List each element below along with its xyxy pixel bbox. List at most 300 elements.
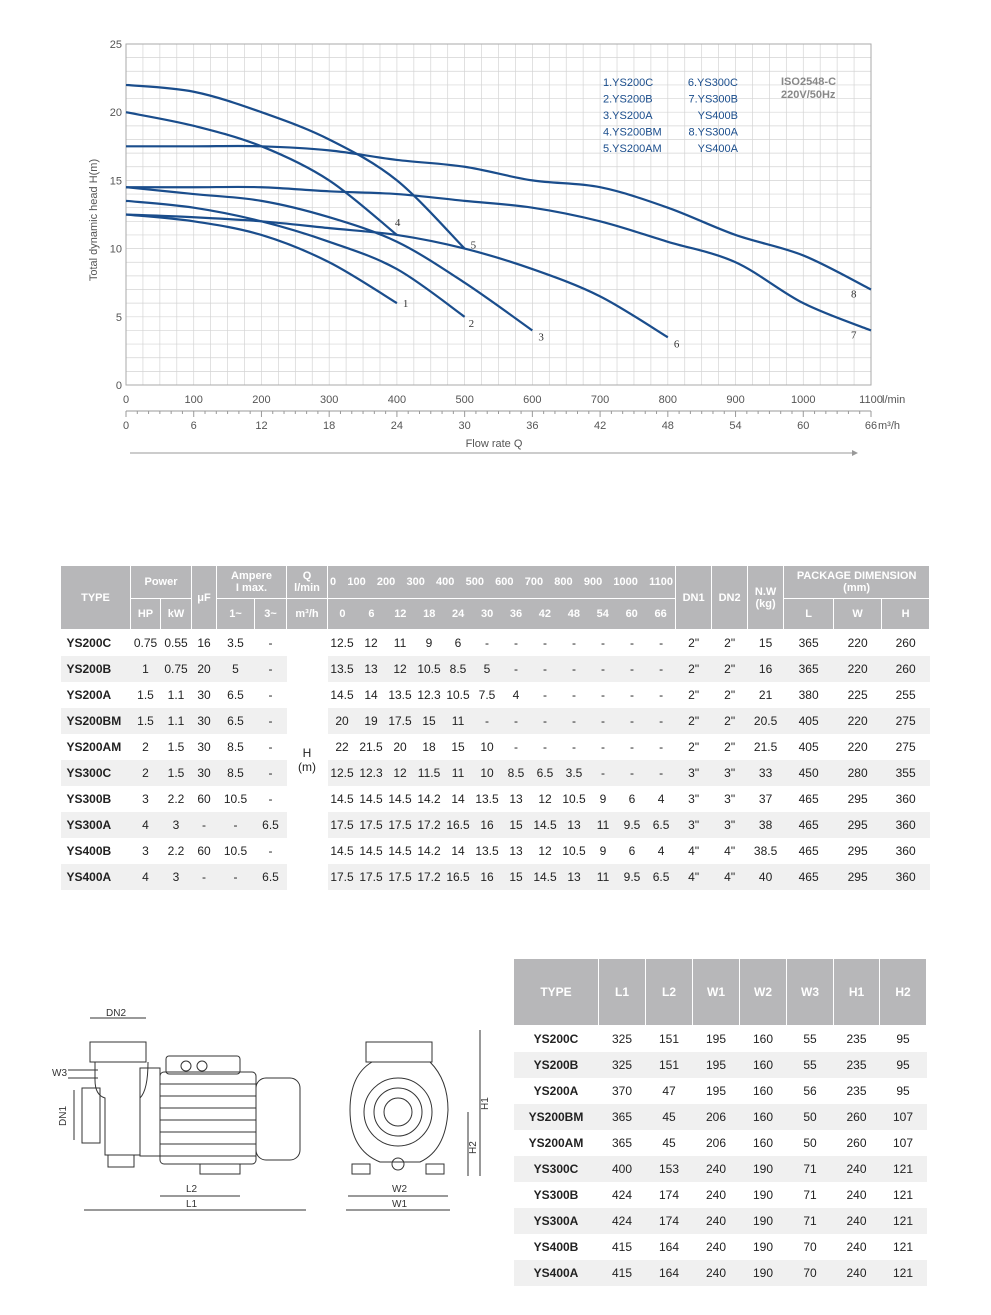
table-cell: 240 [834, 1260, 880, 1286]
flow-head-value: 8.5 [502, 760, 531, 786]
x-tick-label: 700 [590, 394, 610, 406]
row-type: YS200C [533, 1032, 579, 1046]
table-cell: 10.5 [223, 792, 248, 806]
row-type: YS200BM [61, 708, 131, 734]
flow-header-lmin: 1000 [613, 576, 638, 588]
table-cell: - [217, 864, 255, 890]
flow-head-value: 16.5 [444, 812, 473, 838]
flow-head-value: 17.5 [328, 812, 357, 838]
header-dn1: DN1 [676, 566, 712, 630]
flow-header-m3h: 54 [596, 608, 609, 620]
flow-head-value: 14.5 [359, 844, 383, 858]
flow-head-value: - [473, 708, 502, 734]
flow-head-value: 13.5 [475, 792, 499, 806]
header-nw-line2: (kg) [755, 597, 776, 610]
flow-head-value: 14.5 [330, 844, 354, 858]
table-cell: 1.1 [161, 708, 192, 734]
label-dn1: DN1 [58, 1105, 69, 1126]
flow-head-value: 13.5 [328, 656, 357, 682]
flow-head-value: 14.5 [531, 812, 560, 838]
table-cell: 465 [784, 864, 834, 890]
table-cell: 225 [847, 688, 868, 702]
table-row [514, 1104, 927, 1130]
table-cell: 1 [131, 656, 161, 682]
curve-label-5: 5 [470, 239, 477, 252]
table-cell: 95 [896, 1084, 910, 1098]
flow-head-value: - [589, 656, 618, 682]
x2-tick-label: 60 [797, 420, 810, 432]
table-cell: 174 [658, 1188, 680, 1202]
header-type: TYPE [61, 566, 131, 630]
table-cell: 121 [880, 1260, 927, 1286]
flow-head-value: 11 [444, 708, 473, 734]
table-cell: 235 [846, 1032, 867, 1046]
table-cell: 360 [895, 844, 916, 858]
label-h2: H2 [468, 1141, 479, 1154]
performance-chart [0, 0, 991, 470]
header-package-line1: PACKAGE DIMENSION [796, 570, 917, 582]
table-cell: 240 [693, 1260, 740, 1286]
flow-head-value: - [572, 636, 577, 650]
flow-header-m3h: 6 [368, 608, 375, 620]
flow-head-value: - [618, 708, 647, 734]
flow-header-m3h: 18 [423, 608, 436, 620]
y-tick-label: 0 [115, 380, 122, 392]
x-axis-label: Flow rate Q [465, 438, 523, 450]
table-cell: 55 [787, 1052, 834, 1078]
flow-head-value: 17.5 [386, 864, 415, 890]
legend-item: 5.YS200AM [603, 143, 662, 155]
table-cell: 38 [748, 812, 784, 838]
table-cell: 260 [846, 1136, 867, 1150]
table-cell: 4" [724, 844, 736, 858]
table-cell: 360 [882, 812, 930, 838]
dim-header: L1 [599, 959, 646, 1026]
table-cell: 4" [676, 864, 712, 890]
flow-head-value: 6.5 [647, 864, 676, 890]
table-cell: 195 [705, 1032, 727, 1046]
row-type: YS400B [66, 844, 112, 858]
table-row [61, 734, 930, 760]
flow-head-value: 12.3 [417, 688, 441, 702]
table-row [514, 1130, 927, 1156]
chart-axes [110, 39, 883, 432]
table-row [61, 812, 930, 838]
head-unit-line2: (m) [298, 760, 317, 774]
flow-head-value: 10.5 [562, 792, 586, 806]
table-cell: 153 [646, 1156, 693, 1182]
flow-head-value: 9.5 [618, 864, 647, 890]
flow-head-value: - [560, 656, 589, 682]
legend-item: 6.YS300C [687, 77, 738, 89]
table-cell: 174 [646, 1208, 693, 1234]
dim-header: TYPE [514, 959, 599, 1026]
flow-head-value: 15 [415, 708, 444, 734]
table-cell: 30 [192, 760, 217, 786]
flow-head-value: 12 [386, 656, 415, 682]
flow-head-value: 14.2 [417, 844, 441, 858]
header-power: Power [131, 566, 192, 599]
table-cell: 2" [688, 740, 700, 754]
legend-item: YS400B [697, 110, 738, 122]
flow-head-value: 18 [422, 740, 436, 754]
table-cell: 206 [693, 1104, 740, 1130]
flow-head-value: - [589, 708, 618, 734]
flow-head-value: 15 [451, 740, 465, 754]
flow-head-value: 14 [364, 688, 378, 702]
flow-head-value: - [647, 656, 676, 682]
table-cell: 20 [192, 656, 217, 682]
table-cell: 450 [784, 760, 834, 786]
flow-header-m3h: 42 [538, 608, 552, 620]
x2-tick-label: 30 [458, 420, 471, 432]
row-type: YS300A [61, 812, 131, 838]
table-cell: 121 [892, 1188, 914, 1202]
table-cell: 8.5 [227, 740, 244, 754]
x2-tick-label: 0 [122, 420, 130, 432]
table-cell: 1.5 [167, 740, 185, 754]
flow-head-value: - [485, 636, 490, 650]
flow-head-value: 4 [657, 844, 665, 858]
table-cell: 355 [882, 760, 930, 786]
flow-head-value: 10 [480, 740, 494, 754]
table-cell: 151 [658, 1032, 680, 1046]
x-tick-label: 1000 [791, 394, 816, 406]
flow-header-m3h: 24 [452, 608, 465, 620]
table-cell: 195 [693, 1052, 740, 1078]
header-flow-m3h [328, 599, 676, 630]
table-cell: 30 [192, 708, 217, 734]
flow-head-value: - [647, 760, 676, 786]
table-cell: 56 [803, 1084, 817, 1098]
flow-header-lmin: 300 [406, 576, 425, 588]
header-l: L [784, 599, 834, 630]
table-cell: 4 [131, 812, 161, 838]
flow-head-value: 16.5 [444, 864, 473, 890]
table-cell: 160 [752, 1136, 774, 1150]
flow-head-value: - [647, 708, 676, 734]
row-type: YS300A [514, 1208, 599, 1234]
table-cell: 465 [784, 812, 834, 838]
header-dn2: DN2 [712, 566, 748, 630]
legend-item: 8.YS300A [688, 126, 738, 139]
flow-head-value: - [502, 708, 531, 734]
x-tick-label: 400 [387, 394, 407, 406]
x-tick-label: 0 [122, 394, 130, 406]
flow-head-value: 6.5 [531, 760, 560, 786]
table-cell: 360 [882, 864, 930, 890]
x2-tick-label: 48 [661, 420, 674, 432]
y-tick-label: 15 [109, 175, 122, 188]
flow-header-m3h: 66 [654, 608, 667, 620]
table-cell: 2 [142, 740, 149, 754]
flow-head-value: - [531, 708, 560, 734]
chart-legend [603, 77, 739, 155]
table-cell: 21.5 [753, 740, 778, 754]
x2-tick-label: 54 [729, 420, 742, 432]
standard-line-1: ISO2548-C [781, 76, 837, 88]
flow-head-value: - [659, 740, 664, 754]
flow-head-value: 8.5 [444, 656, 473, 682]
curve-label-4: 4 [394, 216, 401, 229]
flow-head-value: 12 [386, 760, 415, 786]
flow-head-value: - [543, 740, 548, 754]
table-cell: - [255, 708, 287, 734]
row-type: YS300C [61, 760, 131, 786]
table-cell: 280 [834, 760, 882, 786]
table-cell: - [268, 688, 273, 702]
table-cell: 60 [197, 844, 211, 858]
table-cell: 195 [705, 1084, 727, 1098]
table-cell: 3 [142, 792, 149, 806]
pump-dimension-drawing [50, 1000, 510, 1225]
flow-head-value: 12 [538, 844, 552, 858]
header-flow-lmin [328, 566, 676, 599]
flow-head-value: 10.5 [446, 688, 470, 702]
flow-head-value: - [601, 740, 606, 754]
label-w1: W1 [392, 1199, 407, 1210]
dim-header: W1 [693, 959, 740, 1026]
table-cell: 365 [784, 656, 834, 682]
table-cell: 240 [693, 1156, 740, 1182]
flow-head-value: 4 [657, 792, 665, 806]
table-cell: 21 [758, 688, 773, 702]
flow-head-value: 12.5 [328, 760, 357, 786]
table-cell: 107 [892, 1136, 914, 1150]
flow-head-value: 12 [538, 792, 552, 806]
table-cell: 2" [724, 688, 736, 702]
table-cell: - [217, 812, 255, 838]
table-row [514, 1026, 927, 1053]
flow-head-value: - [589, 760, 618, 786]
dim-header: W2 [740, 959, 787, 1026]
table-cell: 60 [197, 792, 211, 806]
table-cell: 190 [740, 1208, 787, 1234]
row-type: YS200AM [528, 1136, 584, 1150]
header-ampere-line2: I max. [235, 582, 268, 594]
flow-head-value: 9.5 [618, 812, 647, 838]
dim-header: H2 [880, 959, 927, 1026]
flow-head-value: 22 [335, 740, 349, 754]
table-cell: 240 [705, 1240, 727, 1254]
flow-head-value: 14 [451, 792, 465, 806]
header-kw: kW [161, 599, 192, 630]
x2-tick-label: 36 [526, 420, 539, 432]
label-w2: W2 [392, 1184, 407, 1195]
flow-head-value: 11 [589, 812, 618, 838]
table-cell: 71 [787, 1208, 834, 1234]
table-row [61, 864, 930, 890]
flow-head-value: - [543, 688, 548, 702]
flow-head-value: 12.3 [357, 760, 386, 786]
header-phase1: 1~ [217, 599, 255, 630]
flow-head-value: - [531, 656, 560, 682]
table-cell: 151 [646, 1052, 693, 1078]
table-cell: 365 [798, 636, 819, 650]
flow-head-value: 12 [364, 636, 378, 650]
dim-header: H1 [834, 959, 880, 1026]
table-cell: 30 [197, 688, 211, 702]
flow-head-value: 20 [393, 740, 407, 754]
flow-head-value: 13 [560, 812, 589, 838]
table-cell: 380 [798, 688, 819, 702]
table-cell: 37 [758, 792, 773, 806]
table-cell: 235 [846, 1084, 867, 1098]
header-hp: HP [131, 599, 161, 630]
table-cell: 3" [688, 792, 700, 806]
flow-head-value: 14.5 [330, 688, 354, 702]
flow-head-value: 16 [473, 864, 502, 890]
flow-head-value: 17.5 [357, 864, 386, 890]
table-cell: 2" [724, 636, 736, 650]
row-type: YS200C [66, 636, 112, 650]
table-cell: 107 [880, 1104, 927, 1130]
table-cell: 164 [658, 1240, 680, 1254]
table-cell: 190 [752, 1240, 774, 1254]
flow-head-value: 10 [473, 760, 502, 786]
y-tick-label: 10 [109, 243, 122, 256]
flow-head-value: - [618, 760, 647, 786]
flow-header-lmin: 500 [465, 576, 484, 588]
table-cell: 295 [834, 812, 882, 838]
x2-tick-label: 18 [323, 420, 336, 432]
table-cell: 95 [896, 1032, 910, 1046]
flow-header-lmin: 900 [583, 576, 603, 588]
flow-header-lmin: 100 [347, 576, 366, 588]
flow-head-value: - [572, 740, 577, 754]
table-row [514, 1156, 927, 1182]
table-cell: 190 [740, 1260, 787, 1286]
row-type: YS200A [66, 688, 112, 702]
table-cell: 325 [611, 1032, 633, 1046]
flow-head-value: - [514, 636, 519, 650]
table-cell: 240 [693, 1208, 740, 1234]
table-row [514, 1260, 927, 1286]
flow-head-value: 17.2 [415, 864, 444, 890]
table-row [61, 656, 930, 682]
curve-label-8: 8 [851, 288, 857, 301]
flow-head-value: - [502, 656, 531, 682]
table-cell: 2.2 [167, 844, 185, 858]
head-unit-line1: H [302, 746, 312, 760]
row-type: YS400B [533, 1240, 579, 1254]
row-type: YS200B [514, 1052, 599, 1078]
flow-header-m3h: 60 [625, 608, 638, 620]
table-row [514, 1182, 927, 1208]
header-q-line2: l/min [294, 582, 320, 594]
flow-head-value: 14.5 [531, 864, 560, 890]
flow-header-lmin: 400 [436, 576, 455, 588]
flow-head-value: 6 [628, 844, 636, 858]
table-cell: 4" [688, 844, 700, 858]
table-row [514, 1208, 927, 1234]
flow-header-lmin: 800 [554, 576, 573, 588]
table-cell: 240 [834, 1208, 880, 1234]
table-cell: - [192, 812, 217, 838]
flow-head-value: 20 [328, 708, 357, 734]
table-row [514, 1078, 927, 1104]
x2-tick-label: 6 [190, 420, 197, 432]
flow-head-value: 21.5 [359, 740, 383, 754]
flow-head-value: 9 [599, 792, 607, 806]
flow-head-value: - [630, 740, 635, 754]
header-uf: μF [192, 566, 217, 630]
table-cell: 45 [662, 1136, 676, 1150]
table-cell: 424 [611, 1188, 633, 1202]
x-axis-unit: l/min [882, 394, 906, 406]
label-w3: W3 [52, 1068, 67, 1079]
table-cell: 2" [712, 656, 748, 682]
table-cell: 6.5 [255, 812, 287, 838]
table-cell: 3" [712, 812, 748, 838]
table-cell: 70 [803, 1240, 817, 1254]
y-tick-label: 20 [109, 107, 122, 120]
table-cell: 121 [892, 1240, 914, 1254]
y-tick-label: 25 [109, 39, 122, 51]
flow-header-m3h: 12 [394, 608, 407, 620]
label-l2: L2 [186, 1184, 198, 1195]
flow-head-value: 14.5 [359, 792, 383, 806]
flow-head-value: 15 [502, 864, 531, 890]
flow-head-value: 13 [509, 792, 523, 806]
flow-header-lmin: 1100 [649, 576, 673, 588]
legend-item: 7.YS300B [688, 93, 738, 106]
table-cell: 6.5 [227, 688, 244, 702]
curve-label-7: 7 [851, 329, 857, 342]
legend-item: 1.YS200C [603, 77, 654, 89]
table-cell: 2" [724, 740, 736, 754]
x2-tick-label: 42 [593, 420, 607, 432]
table-cell: 10.5 [223, 844, 248, 858]
row-type: YS200A [533, 1084, 579, 1098]
table-cell: 365 [599, 1104, 646, 1130]
table-row [61, 786, 930, 812]
header-q [287, 566, 328, 599]
table-cell: 3 [161, 864, 192, 890]
flow-head-value: 13 [509, 844, 523, 858]
table-cell: 424 [599, 1208, 646, 1234]
table-row [61, 682, 930, 708]
table-cell: 50 [787, 1104, 834, 1130]
flow-head-value: 6 [628, 792, 636, 806]
header-package [784, 566, 930, 599]
table-cell: 295 [847, 844, 868, 858]
table-cell: 360 [895, 792, 916, 806]
y-axis-label: Total dynamic head H(m) [88, 158, 100, 282]
header-ampere-line1: Ampere [231, 570, 272, 582]
x-tick-label: 100 [184, 394, 203, 406]
table-row [61, 760, 930, 786]
table-cell: 275 [895, 740, 916, 754]
row-type: YS200BM [514, 1104, 599, 1130]
flow-head-value: 15 [502, 812, 531, 838]
flow-head-value: - [560, 708, 589, 734]
flow-header-m3h: 30 [480, 608, 494, 620]
flow-head-value: - [572, 688, 577, 702]
flow-head-value: 11 [444, 760, 473, 786]
curve-label-6: 6 [673, 338, 680, 351]
flow-header-m3h: 0 [339, 608, 346, 620]
flow-head-value: 11.5 [415, 760, 444, 786]
flow-head-value: - [659, 688, 664, 702]
x-tick-label: 300 [320, 394, 339, 406]
flow-head-value: 14 [451, 844, 465, 858]
table-cell: 240 [846, 1188, 867, 1202]
row-type: YS400A [514, 1260, 599, 1286]
table-cell: 71 [803, 1188, 817, 1202]
flow-head-value: 17.2 [415, 812, 444, 838]
header-phase3: 3~ [255, 599, 287, 630]
